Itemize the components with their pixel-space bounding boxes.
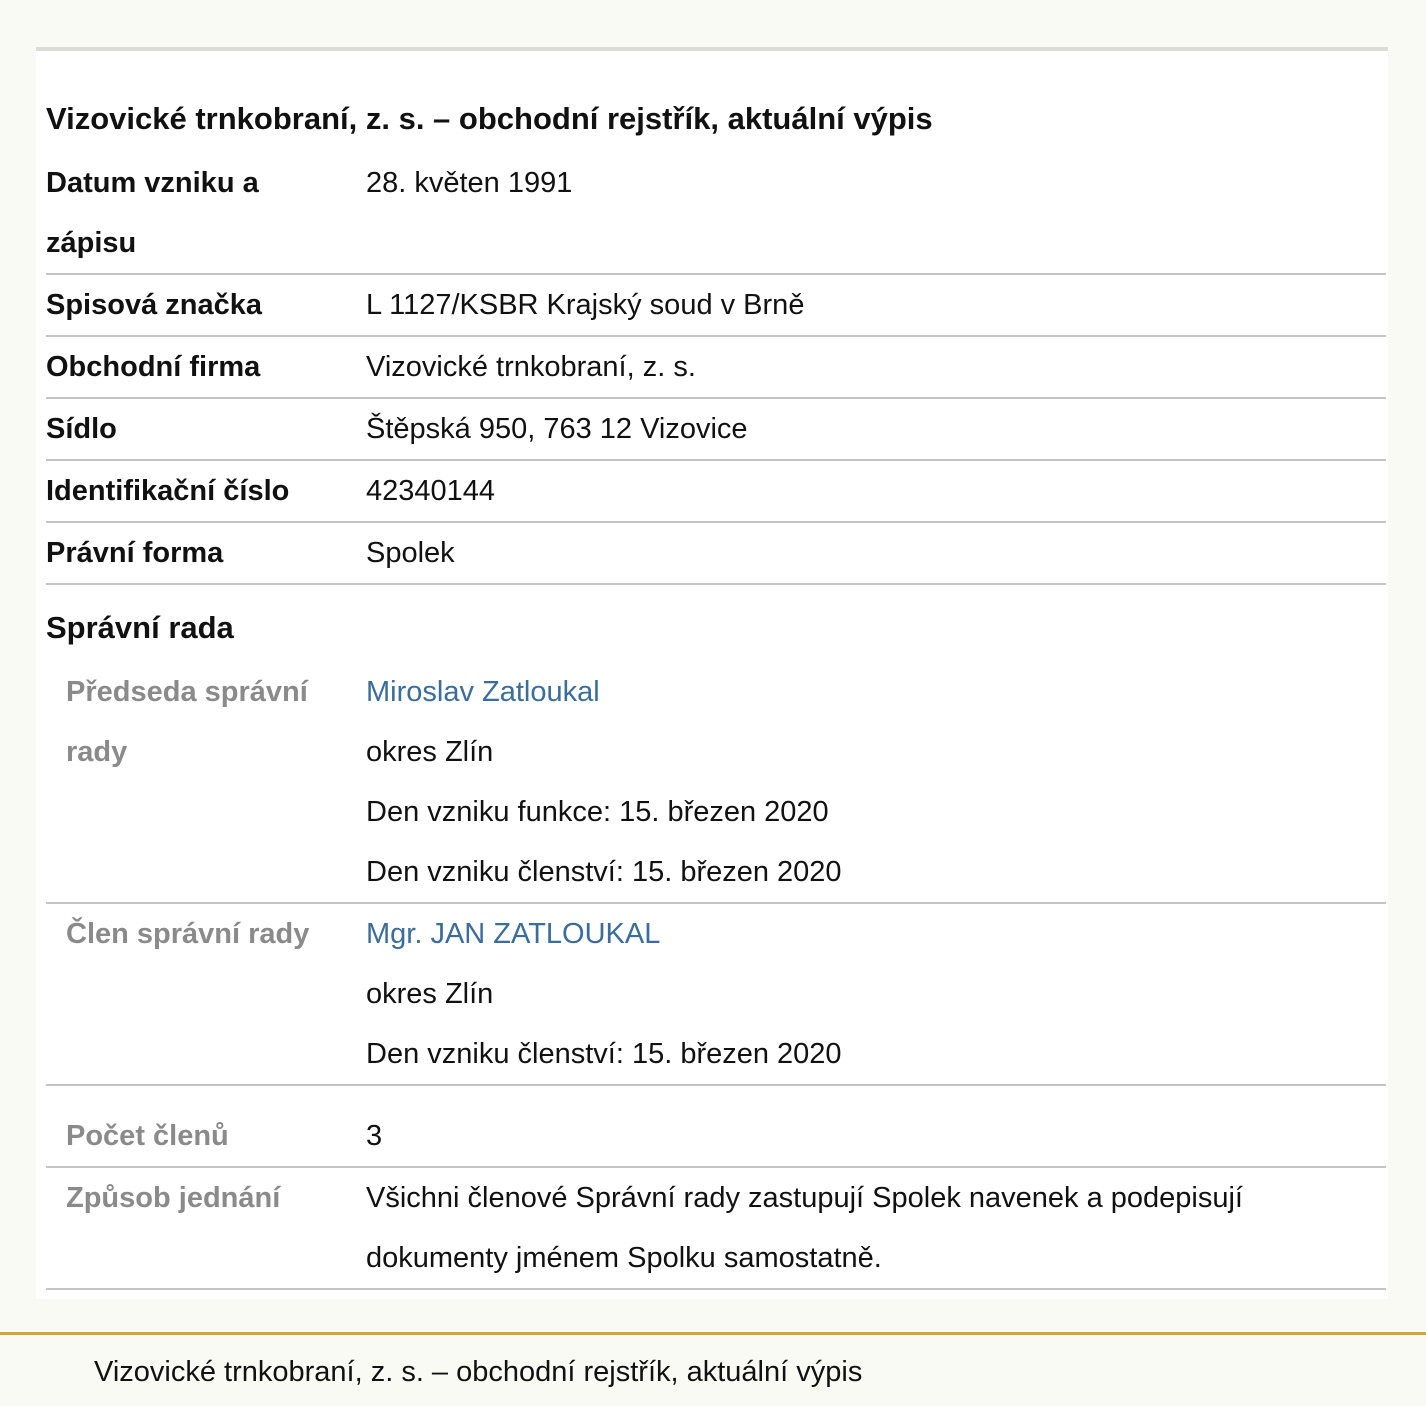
board-row-count (46, 1106, 1386, 1168)
section-title-board: Správní rada (46, 610, 234, 645)
person-district: okres Zlín (366, 978, 494, 1010)
record-value: L 1127/KSBR Krajský soud v Brně (366, 289, 805, 321)
person-link[interactable]: Mgr. JAN ZATLOUKAL (366, 918, 661, 950)
record-label: Předseda správní rady (66, 676, 308, 768)
board-row-chair (46, 662, 1386, 904)
record-value: 42340144 (366, 475, 496, 507)
record-row-sidlo (46, 399, 1386, 461)
record-label: Právní forma (46, 537, 224, 569)
person-district: okres Zlín (366, 736, 494, 768)
record-value: Spolek (366, 537, 455, 569)
function-start: Den vzniku funkce: 15. březen 2020 (366, 796, 829, 828)
record-value: 28. květen 1991 (366, 167, 573, 199)
membership-start: Den vzniku členství: 15. březen 2020 (366, 1038, 842, 1070)
board-row-conduct (46, 1168, 1386, 1290)
record-value: Všichni členové Správní rady zastupují Spolek navenek a podepisují dokumenty jménem Spolku samostatně. (366, 1182, 1243, 1274)
record-value: Vizovické trnkobraní, z. s. (366, 351, 696, 383)
record-label: Obchodní firma (46, 351, 261, 383)
record-value: 3 (366, 1120, 383, 1152)
record-row-ico (46, 461, 1386, 523)
page-title: Vizovické trnkobraní, z. s. – obchodní rejstřík, aktuální výpis (46, 101, 933, 136)
person-link[interactable]: Miroslav Zatloukal (366, 676, 600, 708)
record-row-datum (46, 153, 1386, 275)
record-row-forma (46, 523, 1386, 585)
record-label: Počet členů (66, 1120, 229, 1152)
footer-title: Vizovické trnkobraní, z. s. – obchodní rejstřík, aktuální výpis (94, 1356, 863, 1388)
record-label: Spisová značka (46, 289, 262, 321)
record-value (366, 662, 1366, 902)
record-label: Identifikační číslo (46, 475, 290, 507)
record-row-spis (46, 275, 1386, 337)
board-row-member (46, 904, 1386, 1086)
record-label: Datum vzniku a zápisu (46, 167, 259, 259)
membership-start: Den vzniku členství: 15. březen 2020 (366, 856, 842, 888)
record-label: Sídlo (46, 413, 117, 445)
record-row-firma (46, 337, 1386, 399)
footer-divider (0, 1332, 1426, 1335)
record-value: Štěpská 950, 763 12 Vizovice (366, 413, 748, 445)
record-label: Způsob jednání (66, 1182, 281, 1214)
record-label: Člen správní rady (66, 918, 310, 950)
record-value (366, 904, 1366, 1084)
